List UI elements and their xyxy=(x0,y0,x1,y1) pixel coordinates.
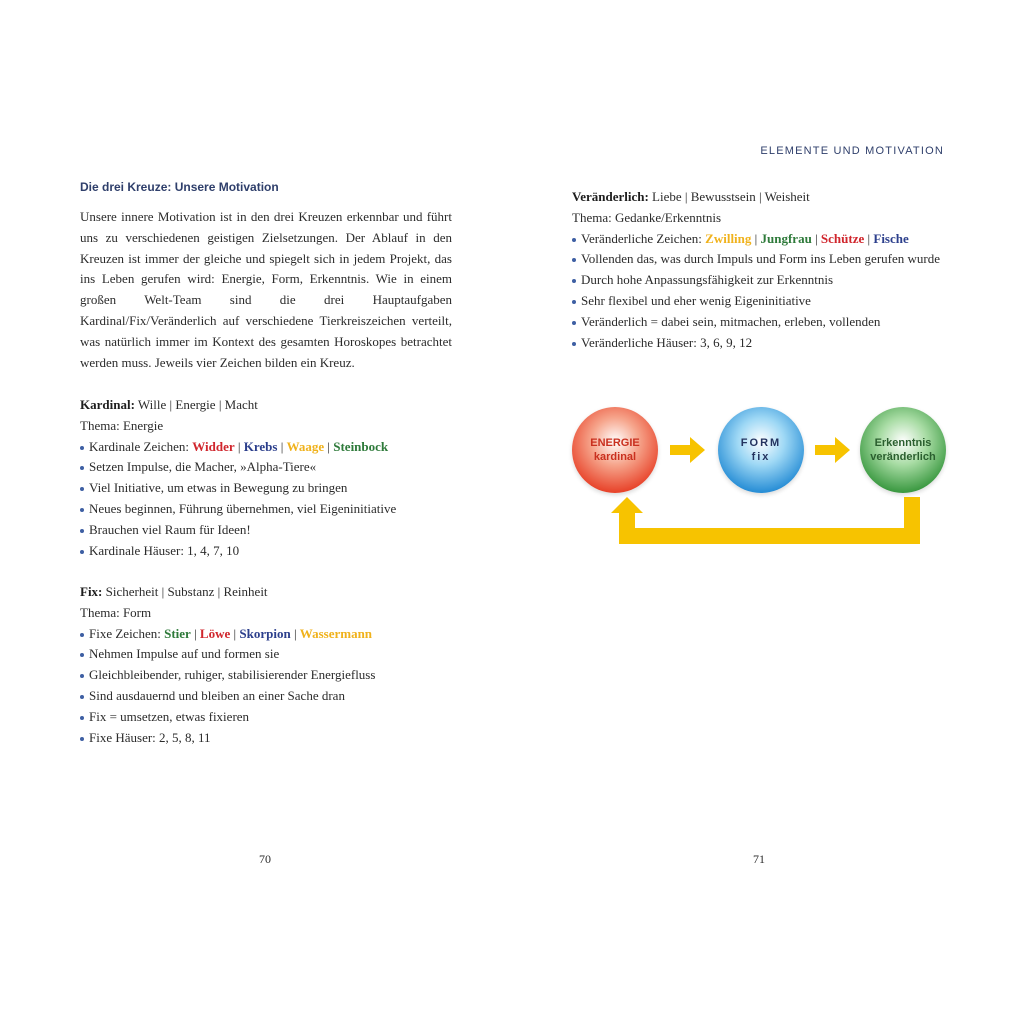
sign-separator: | xyxy=(230,625,240,641)
page-number-right: 71 xyxy=(753,852,765,866)
list-item xyxy=(80,686,375,707)
list-item-text: Brauchen viel Raum für Ideen! xyxy=(89,521,251,537)
bullet-icon xyxy=(572,300,576,304)
sign-zwilling: Zwilling xyxy=(705,230,752,246)
list-item-text: Setzen Impulse, die Macher, »Alpha-Tiere« xyxy=(89,459,317,475)
kardinal-block xyxy=(80,395,396,561)
arrow-right-icon xyxy=(815,437,850,463)
list-item-text: Durch hohe Anpassungsfähigkeit zur Erkenntnis xyxy=(581,272,834,288)
sign-loewe: Löwe xyxy=(199,625,231,641)
list-item xyxy=(80,541,396,562)
return-arrow-icon xyxy=(611,497,920,544)
list-item xyxy=(572,249,940,270)
kardinal-list xyxy=(80,437,396,562)
sign-schuetze: Schütze xyxy=(820,230,865,246)
sign-skorpion: Skorpion xyxy=(239,625,291,641)
veraenderlich-signs-label: Veränderliche Zeichen: xyxy=(581,230,706,246)
sign-separator: | xyxy=(864,230,874,246)
list-item-text: Viel Initiative, um etwas in Bewegung zu bringen xyxy=(89,480,348,496)
sign-separator: | xyxy=(811,230,821,246)
bullet-icon xyxy=(80,487,84,491)
erkenntnis-sublabel: veränderlich xyxy=(870,451,936,463)
veraenderlich-thema: Thema: Gedanke/Erkenntnis xyxy=(572,209,722,225)
list-item-text: Veränderliche Häuser: 3, 6, 9, 12 xyxy=(581,334,753,350)
fix-list xyxy=(80,624,375,749)
section-title: Die drei Kreuze: Unsere Motivation xyxy=(80,180,279,194)
veraenderlich-block xyxy=(572,187,940,353)
list-item xyxy=(80,457,396,478)
bullet-icon xyxy=(80,466,84,470)
veraenderlich-label: Veränderlich: xyxy=(572,189,649,204)
sign-jungfrau: Jungfrau xyxy=(760,230,812,246)
bullet-icon xyxy=(572,238,576,242)
energie-label: ENERGIE xyxy=(590,437,640,449)
bullet-icon xyxy=(80,737,84,741)
list-item-text: Veränderlich = dabei sein, mitmachen, erleben, vollenden xyxy=(581,313,881,329)
erkenntnis-label: Erkenntnis xyxy=(874,437,932,449)
bullet-icon xyxy=(80,674,84,678)
list-item-text: Neues beginnen, Führung übernehmen, viel Eigeninitiative xyxy=(89,500,397,516)
list-item-text: Sind ausdauernd und bleiben an einer Sache dran xyxy=(89,687,345,703)
list-item xyxy=(572,312,940,333)
form-circle xyxy=(718,407,804,493)
fix-signs-label: Fixe Zeichen: xyxy=(89,625,165,641)
bullet-icon xyxy=(572,342,576,346)
list-item xyxy=(80,707,375,728)
list-item xyxy=(80,478,396,499)
fix-thema: Thema: Form xyxy=(80,604,152,620)
list-item-text: Nehmen Impulse auf und formen sie xyxy=(89,646,280,662)
intro-paragraph: Unsere innere Motivation ist in den drei Kreuzen erkennbar und führt uns zu verschiedenen geistigen Zielsetzungen. Der Ablauf in den Kreuzen ist immer der gleiche und spiegelt sich in jedem Projekt, das ins Leben gerufen wird: Energie, Form, Erkenntnis. Wie in einem großen Welt-Team sind die drei Hauptaufgaben Kardinal/Fix/Veränderlich auf verschiedene Tierkreiszeichen verteilt, was natürlich immer im Kontext des gesamten Horoskopes betrachtet werden muss. Jeweils vier Zeichen bilden ein Kreuz. xyxy=(80,209,452,370)
fix-block xyxy=(80,582,375,748)
list-item xyxy=(80,499,396,520)
energie-circle xyxy=(572,407,658,493)
bullet-icon xyxy=(572,258,576,262)
list-item-text: Gleichbleibender, ruhiger, stabilisierender Energiefluss xyxy=(89,667,376,683)
bullet-icon xyxy=(80,653,84,657)
list-item xyxy=(572,291,940,312)
kardinal-label: Kardinal: xyxy=(80,397,135,412)
list-item-text: Vollenden das, was durch Impuls und Form ins Leben gerufen wurde xyxy=(581,251,940,267)
sign-fische: Fische xyxy=(873,230,909,246)
bullet-icon xyxy=(80,446,84,450)
sign-separator: | xyxy=(190,625,200,641)
sign-separator: | xyxy=(234,438,244,454)
list-item-text: Kardinale Häuser: 1, 4, 7, 10 xyxy=(89,542,240,558)
veraenderlich-qualities: Liebe | Bewusstsein | Weisheit xyxy=(648,189,810,204)
bullet-icon xyxy=(572,321,576,325)
kardinal-signs-label: Kardinale Zeichen: xyxy=(89,438,193,454)
sign-wassermann: Wassermann xyxy=(299,625,373,641)
list-item-text: Fix = umsetzen, etwas fixieren xyxy=(89,708,250,724)
bullet-icon xyxy=(80,508,84,512)
bullet-icon xyxy=(80,529,84,533)
fix-signs-item xyxy=(80,624,375,645)
running-head: ELEMENTE UND MOTIVATION xyxy=(760,145,944,157)
kardinal-thema: Thema: Energie xyxy=(80,417,164,433)
fix-heading xyxy=(80,582,375,603)
list-item xyxy=(80,665,375,686)
form-sublabel: fix xyxy=(751,451,771,463)
sign-separator: | xyxy=(324,438,334,454)
motivation-cycle-diagram xyxy=(572,405,952,550)
list-item-text: Sehr flexibel und eher wenig Eigeninitiative xyxy=(581,292,811,308)
sign-waage: Waage xyxy=(286,438,325,454)
list-item xyxy=(80,520,396,541)
energie-sublabel: kardinal xyxy=(593,451,637,463)
fix-qualities: Sicherheit | Substanz | Reinheit xyxy=(102,584,268,599)
veraenderlich-list xyxy=(572,229,940,354)
kardinal-qualities: Wille | Energie | Macht xyxy=(134,397,258,412)
fix-label: Fix: xyxy=(80,584,103,599)
arrow-right-icon xyxy=(670,437,705,463)
list-item xyxy=(572,270,940,291)
bullet-icon xyxy=(80,633,84,637)
sign-separator: | xyxy=(277,438,287,454)
bullet-icon xyxy=(80,695,84,699)
bullet-icon xyxy=(80,716,84,720)
list-item xyxy=(572,333,940,354)
bullet-icon xyxy=(80,550,84,554)
list-item xyxy=(80,644,375,665)
veraenderlich-heading xyxy=(572,187,940,208)
right-page xyxy=(512,0,1024,1024)
sign-stier: Stier xyxy=(164,625,191,641)
sign-separator: | xyxy=(751,230,761,246)
erkenntnis-circle xyxy=(860,407,946,493)
sign-separator: | xyxy=(290,625,300,641)
list-item xyxy=(80,728,375,749)
kardinal-heading xyxy=(80,395,396,416)
sign-widder: Widder xyxy=(192,438,235,454)
page-number-left: 70 xyxy=(259,852,271,866)
kardinal-signs-item xyxy=(80,437,396,458)
form-label: FORM xyxy=(740,437,782,449)
sign-steinbock: Steinbock xyxy=(333,438,389,454)
list-item-text: Fixe Häuser: 2, 5, 8, 11 xyxy=(89,729,211,745)
sign-krebs: Krebs xyxy=(243,438,278,454)
veraenderlich-signs-item xyxy=(572,229,940,250)
bullet-icon xyxy=(572,279,576,283)
